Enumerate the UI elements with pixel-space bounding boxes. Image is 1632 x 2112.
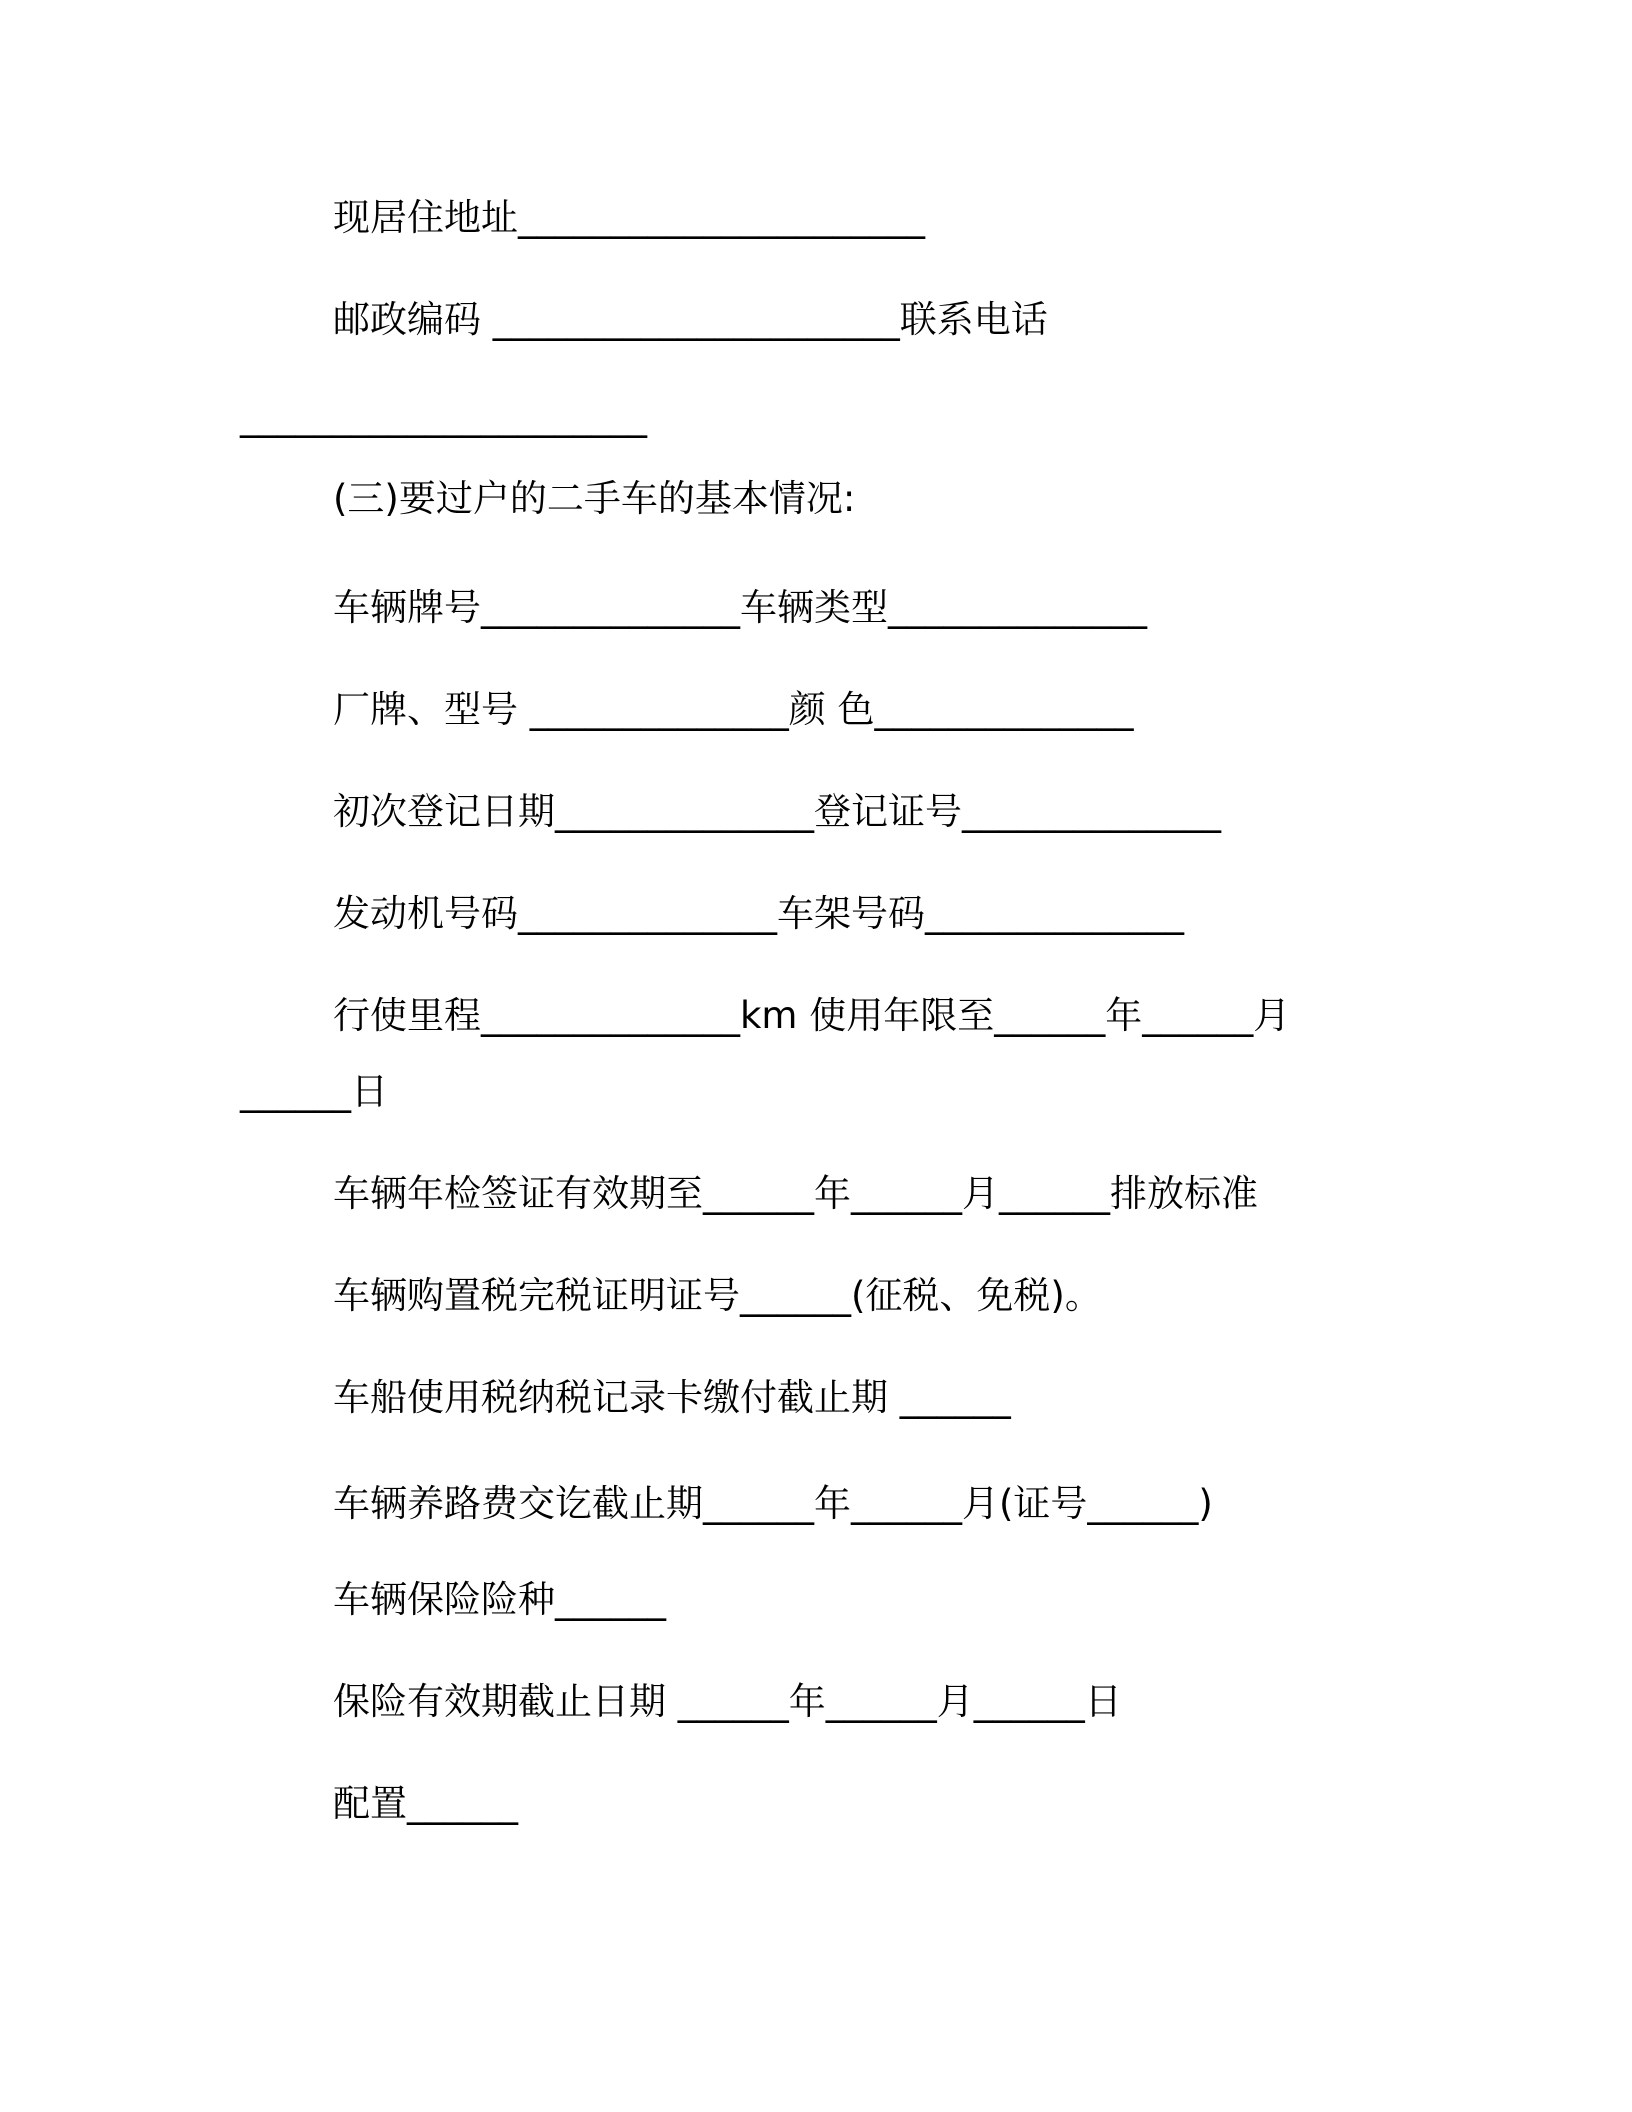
- engine-frame-line: 发动机号码______________车架号码______________: [333, 892, 1184, 935]
- brand-color-line: 厂牌、型号 ______________颜 色______________: [333, 688, 1134, 731]
- road-fee-line: 车辆养路费交讫截止期______年______月(证号______): [333, 1482, 1213, 1525]
- mileage-line: 行使里程______________km 使用年限至______年______月: [333, 994, 1291, 1037]
- current-address-line: 现居住地址______________________: [333, 196, 925, 239]
- postal-code-phone-line: 邮政编码 ______________________联系电话: [333, 298, 1048, 341]
- vessel-tax-line: 车船使用税纳税记录卡缴付截止期 ______: [333, 1376, 1011, 1419]
- phone-blank-line: ______________________: [240, 395, 647, 438]
- configuration-line: 配置______: [333, 1782, 518, 1825]
- inspection-line: 车辆年检签证有效期至______年______月______排放标准: [333, 1172, 1258, 1215]
- plate-type-line: 车辆牌号______________车辆类型______________: [333, 586, 1147, 629]
- purchase-tax-line: 车辆购置税完税证明证号______(征税、免税)。: [333, 1274, 1102, 1317]
- insurance-expiry-line: 保险有效期截止日期 ______年______月______日: [333, 1680, 1122, 1723]
- section-heading: (三)要过户的二手车的基本情况:: [333, 477, 856, 520]
- mileage-day-line: ______日: [240, 1070, 388, 1113]
- registration-line: 初次登记日期______________登记证号______________: [333, 790, 1221, 833]
- insurance-type-line: 车辆保险险种______: [333, 1578, 666, 1621]
